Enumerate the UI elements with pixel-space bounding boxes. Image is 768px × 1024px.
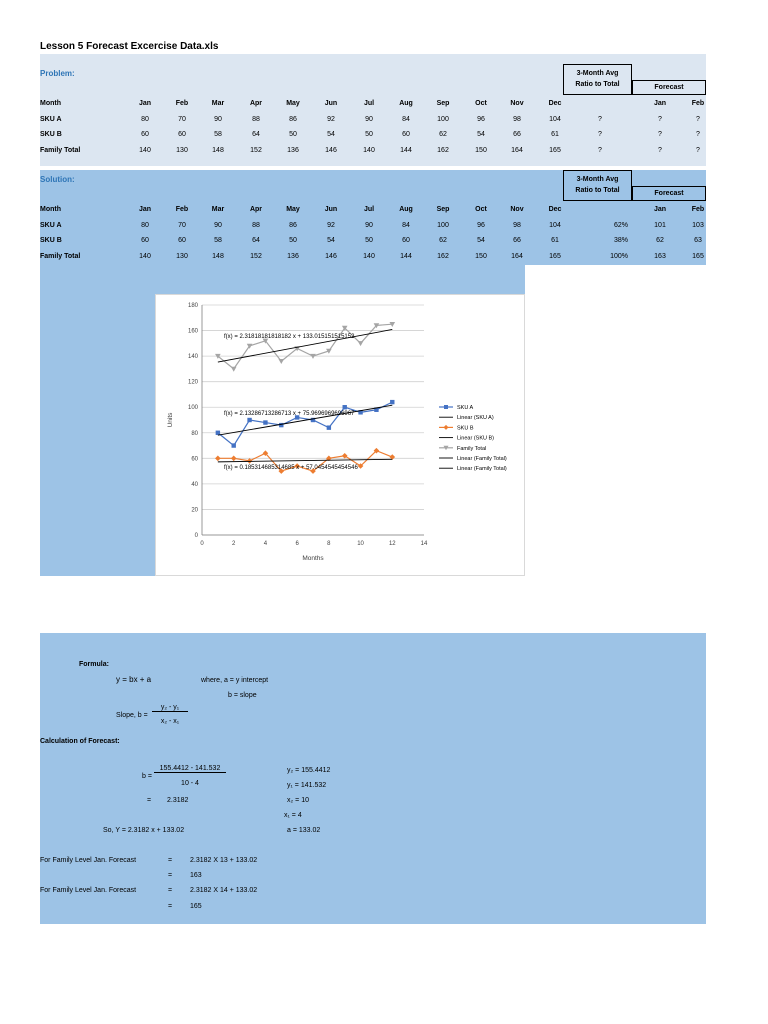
solution-ratio-header (563, 170, 632, 201)
solution-header-month: Aug (399, 206, 413, 213)
x-tick-label: 14 (420, 541, 428, 547)
forecast-chart (155, 294, 525, 576)
problem-row-label: SKU A (40, 116, 62, 123)
family-total-point (231, 367, 237, 372)
problem-ratio-header (563, 64, 632, 95)
solution-row-label: SKU B (40, 237, 62, 244)
sku-a-point (247, 418, 251, 422)
solution-cell: 80 (141, 222, 149, 229)
solution-header-month: Apr (249, 206, 263, 213)
sku-b-point (215, 456, 221, 462)
problem-row-label: SKU B (40, 131, 62, 138)
solution-cell: 61 (551, 237, 559, 244)
sku-a-point (263, 420, 267, 424)
solution-header-month: Dec (548, 206, 562, 213)
problem-header-month: Dec (548, 100, 562, 107)
legend-label: SKU B (457, 425, 474, 432)
regression-equation: So, Y = 2.3182 x + 133.02 (103, 827, 185, 834)
problem-cell: 96 (477, 116, 485, 123)
legend-label: Linear (Family Total) (457, 456, 507, 462)
solution-ratio-header-line1: 3-Month Avg (576, 176, 619, 183)
problem-cell: 60 (141, 131, 149, 138)
forecast2-result-equals: = (168, 903, 173, 910)
a-value: a = 133.02 (287, 827, 321, 834)
legend-square-marker (444, 405, 448, 409)
problem-cell: 144 (400, 147, 412, 154)
problem-header-month: Feb (175, 100, 189, 107)
problem-ratio-header-line2: Ratio to Total (575, 81, 620, 88)
problem-forecast-cell: ? (696, 147, 700, 154)
solution-header-month: Oct (475, 206, 487, 213)
problem-cell: 140 (139, 147, 151, 154)
problem-label: Problem: (40, 69, 75, 78)
legend-label: Family Total (457, 445, 487, 452)
forecast2-equals: = (168, 887, 173, 894)
problem-cell: 80 (141, 116, 149, 123)
problem-forecast-cell: ? (658, 147, 662, 154)
solution-header-month: Sep (436, 206, 450, 213)
problem-cell: 104 (549, 116, 561, 123)
formula-heading: Formula: (79, 661, 109, 668)
solution-header-forecast-1: Jan (653, 206, 667, 213)
x-axis-label: Months (302, 555, 324, 562)
solution-header-month: Jan (138, 206, 152, 213)
solution-ratio-cell: 38% (613, 237, 628, 244)
solution-ratio-cell: 62% (613, 222, 628, 229)
solution-cell: 92 (327, 222, 335, 229)
problem-ratio-cell: ? (598, 116, 602, 123)
problem-header-month: Jan (138, 100, 152, 107)
trend-equation-sku-b: f(x) = 0.185314685314685 x + 57.0454545454546 (224, 465, 358, 471)
solution-row-label: SKU A (40, 222, 62, 229)
solution-cell: 96 (477, 222, 485, 229)
solution-header-month: Mar (211, 206, 225, 213)
forecast1-result-equals: = (168, 872, 173, 879)
solution-cell: 162 (437, 253, 449, 260)
problem-cell: 148 (212, 147, 224, 154)
solution-cell: 140 (363, 253, 375, 260)
problem-cell: 150 (475, 147, 487, 154)
problem-ratio-cell: ? (598, 131, 602, 138)
solution-header-month: Jul (363, 206, 375, 213)
series-line-sku-a (218, 402, 392, 445)
solution-cell: 54 (327, 237, 335, 244)
x-tick-label: 6 (295, 541, 299, 547)
x-tick-label: 2 (232, 541, 236, 547)
solution-forecast-cell: 165 (692, 253, 704, 260)
x1-value: x₁ = 4 (284, 812, 302, 819)
x-tick-label: 0 (200, 541, 204, 547)
x-tick-label: 12 (388, 541, 396, 547)
problem-forecast-header: Forecast (632, 80, 706, 95)
problem-cell: 100 (437, 116, 449, 123)
problem-cell: 88 (252, 116, 260, 123)
forecast1-expression: 2.3182 X 13 + 133.02 (190, 857, 258, 864)
calculation-heading: Calculation of Forecast: (40, 738, 120, 745)
formula-where-b: b = slope (228, 692, 257, 699)
b-label: b = (142, 773, 152, 780)
problem-cell: 58 (214, 131, 222, 138)
solution-forecast-cell: 163 (654, 253, 666, 260)
y-tick-label: 80 (191, 430, 198, 437)
solution-cell: 152 (250, 253, 262, 260)
y-tick-label: 0 (194, 533, 198, 539)
solution-forecast-cell: 62 (656, 237, 664, 244)
forecast2-label: For Family Level Jan. Forecast (40, 887, 137, 894)
problem-cell: 60 (402, 131, 410, 138)
solution-cell: 136 (287, 253, 299, 260)
family-total-point (358, 341, 364, 346)
solution-cell: 60 (141, 237, 149, 244)
solution-cell: 62 (439, 237, 447, 244)
sku-a-point (216, 431, 220, 435)
formula-where-a: where, a = y intercept (201, 677, 269, 684)
solution-cell: 50 (365, 237, 373, 244)
problem-cell: 54 (327, 131, 335, 138)
problem-cell: 92 (327, 116, 335, 123)
chart-svg (156, 295, 524, 575)
solution-forecast-header: Forecast (632, 186, 706, 201)
solution-cell: 64 (252, 237, 260, 244)
x-tick-label: 8 (327, 541, 331, 547)
solution-cell: 50 (289, 237, 297, 244)
problem-header-month: May (286, 100, 300, 107)
trend-equation-sku-a: f(x) = 2.13286713286713 x + 75.9696969696967 (224, 411, 355, 417)
solution-header-month: Jun (324, 206, 338, 213)
forecast1-label: For Family Level Jan. Forecast (40, 857, 137, 864)
problem-cell: 130 (176, 147, 188, 154)
solution-label: Solution: (40, 175, 75, 184)
solution-forecast-cell: 101 (654, 222, 666, 229)
solution-cell: 90 (214, 222, 222, 229)
solution-cell: 144 (400, 253, 412, 260)
solution-cell: 70 (178, 222, 186, 229)
sku-a-point (327, 425, 331, 429)
problem-header-month: Mar (211, 100, 225, 107)
solution-header-label: Month (40, 206, 61, 213)
family-total-point (278, 359, 284, 364)
sku-a-point (390, 400, 394, 404)
solution-header-month: Nov (510, 206, 524, 213)
problem-cell: 164 (511, 147, 523, 154)
x-tick-label: 10 (357, 541, 364, 547)
problem-header-month: Sep (436, 100, 450, 107)
legend-label: Linear (SKU B) (457, 435, 494, 442)
y2-value: y₂ = 155.4412 (287, 767, 331, 774)
y1-value: y₁ = 141.532 (287, 782, 327, 789)
b-value: 2.3182 (167, 797, 189, 804)
y-tick-label: 180 (187, 303, 198, 309)
slope-label: Slope, b = (116, 712, 148, 719)
problem-cell: 60 (178, 131, 186, 138)
problem-cell: 84 (402, 116, 410, 123)
x-tick-label: 4 (263, 541, 268, 547)
forecast1-equals: = (168, 857, 173, 864)
problem-cell: 98 (513, 116, 521, 123)
solution-cell: 98 (513, 222, 521, 229)
solution-cell: 146 (325, 253, 337, 260)
problem-cell: 66 (513, 131, 521, 138)
solution-ratio-cell: 100% (610, 253, 628, 260)
sku-a-point (279, 423, 283, 427)
y-tick-label: 20 (191, 507, 198, 514)
problem-cell: 70 (178, 116, 186, 123)
solution-ratio-header-line2: Ratio to Total (575, 187, 620, 194)
b-numerator: 155.4412 - 141.532 (154, 765, 226, 773)
solution-cell: 54 (477, 237, 485, 244)
forecast2-result: 165 (190, 903, 202, 910)
solution-cell: 165 (549, 253, 561, 260)
sku-b-point (231, 456, 237, 462)
y-tick-label: 160 (187, 328, 198, 335)
forecast2-expression: 2.3182 X 14 + 133.02 (190, 887, 258, 894)
solution-cell: 140 (139, 253, 151, 260)
slope-numerator: y₂ - y₁ (152, 704, 188, 712)
problem-cell: 90 (214, 116, 222, 123)
problem-header-month: Oct (475, 100, 487, 107)
y-axis-label: Units (167, 412, 174, 428)
solution-cell: 90 (365, 222, 373, 229)
solution-cell: 60 (178, 237, 186, 244)
solution-cell: 88 (252, 222, 260, 229)
b-denominator: 10 - 4 (181, 780, 199, 787)
solution-cell: 104 (549, 222, 561, 229)
solution-header-month: May (286, 206, 300, 213)
equals-sign: = (147, 797, 152, 804)
formula-equation: y = bx + a (116, 675, 152, 684)
trend-equation-family-total: f(x) = 2.31818181818182 x + 133.015151515152 (224, 334, 355, 340)
problem-cell: 86 (289, 116, 297, 123)
problem-ratio-cell: ? (598, 147, 602, 154)
problem-header-month: Jun (324, 100, 338, 107)
solution-cell: 100 (437, 222, 449, 229)
solution-cell: 130 (176, 253, 188, 260)
y-tick-label: 140 (187, 354, 198, 361)
solution-row-label: Family Total (40, 253, 81, 260)
sku-b-point (247, 458, 253, 464)
problem-header-month: Jul (363, 100, 375, 107)
problem-cell: 54 (477, 131, 485, 138)
solution-forecast-cell: 63 (694, 237, 702, 244)
problem-header-month: Apr (249, 100, 263, 107)
problem-header-forecast-2: Feb (691, 100, 705, 107)
solution-header-month: Feb (175, 206, 189, 213)
solution-cell: 84 (402, 222, 410, 229)
legend-label: SKU A (457, 405, 474, 411)
solution-cell: 58 (214, 237, 222, 244)
document-title: Lesson 5 Forecast Excercise Data.xls (40, 41, 219, 52)
problem-forecast-cell: ? (658, 116, 662, 123)
problem-forecast-cell: ? (696, 131, 700, 138)
solution-cell: 60 (402, 237, 410, 244)
solution-cell: 66 (513, 237, 521, 244)
problem-forecast-cell: ? (696, 116, 700, 123)
problem-cell: 50 (289, 131, 297, 138)
solution-cell: 148 (212, 253, 224, 260)
solution-cell: 164 (511, 253, 523, 260)
solution-header-forecast-2: Feb (691, 206, 705, 213)
problem-cell: 64 (252, 131, 260, 138)
sku-a-point (232, 443, 236, 447)
problem-row-label: Family Total (40, 147, 81, 154)
trendline (218, 405, 392, 435)
solution-cell: 150 (475, 253, 487, 260)
problem-cell: 152 (250, 147, 262, 154)
forecast1-result: 163 (190, 872, 202, 879)
solution-cell: 86 (289, 222, 297, 229)
problem-cell: 136 (287, 147, 299, 154)
slope-denominator: x₂ - x₁ (160, 718, 180, 725)
problem-header-forecast-1: Jan (653, 100, 667, 107)
problem-cell: 140 (363, 147, 375, 154)
problem-cell: 162 (437, 147, 449, 154)
problem-header-label: Month (40, 100, 61, 107)
problem-forecast-cell: ? (658, 131, 662, 138)
sku-a-point (343, 405, 347, 409)
legend-diamond-marker (444, 425, 449, 430)
problem-cell: 62 (439, 131, 447, 138)
problem-cell: 165 (549, 147, 561, 154)
problem-header-month: Aug (399, 100, 413, 107)
y-tick-label: 60 (191, 456, 198, 463)
legend-label: Linear (Family Total) (457, 466, 507, 473)
y-tick-label: 120 (187, 379, 198, 386)
problem-cell: 146 (325, 147, 337, 154)
y-tick-label: 100 (187, 405, 198, 412)
y-tick-label: 40 (191, 481, 198, 488)
problem-cell: 50 (365, 131, 373, 138)
problem-cell: 90 (365, 116, 373, 123)
problem-cell: 61 (551, 131, 559, 138)
solution-forecast-cell: 103 (692, 222, 704, 229)
legend-label: Linear (SKU A) (457, 415, 494, 422)
problem-header-month: Nov (510, 100, 524, 107)
problem-ratio-header-line1: 3-Month Avg (576, 70, 619, 77)
x2-value: x₂ = 10 (287, 797, 309, 804)
